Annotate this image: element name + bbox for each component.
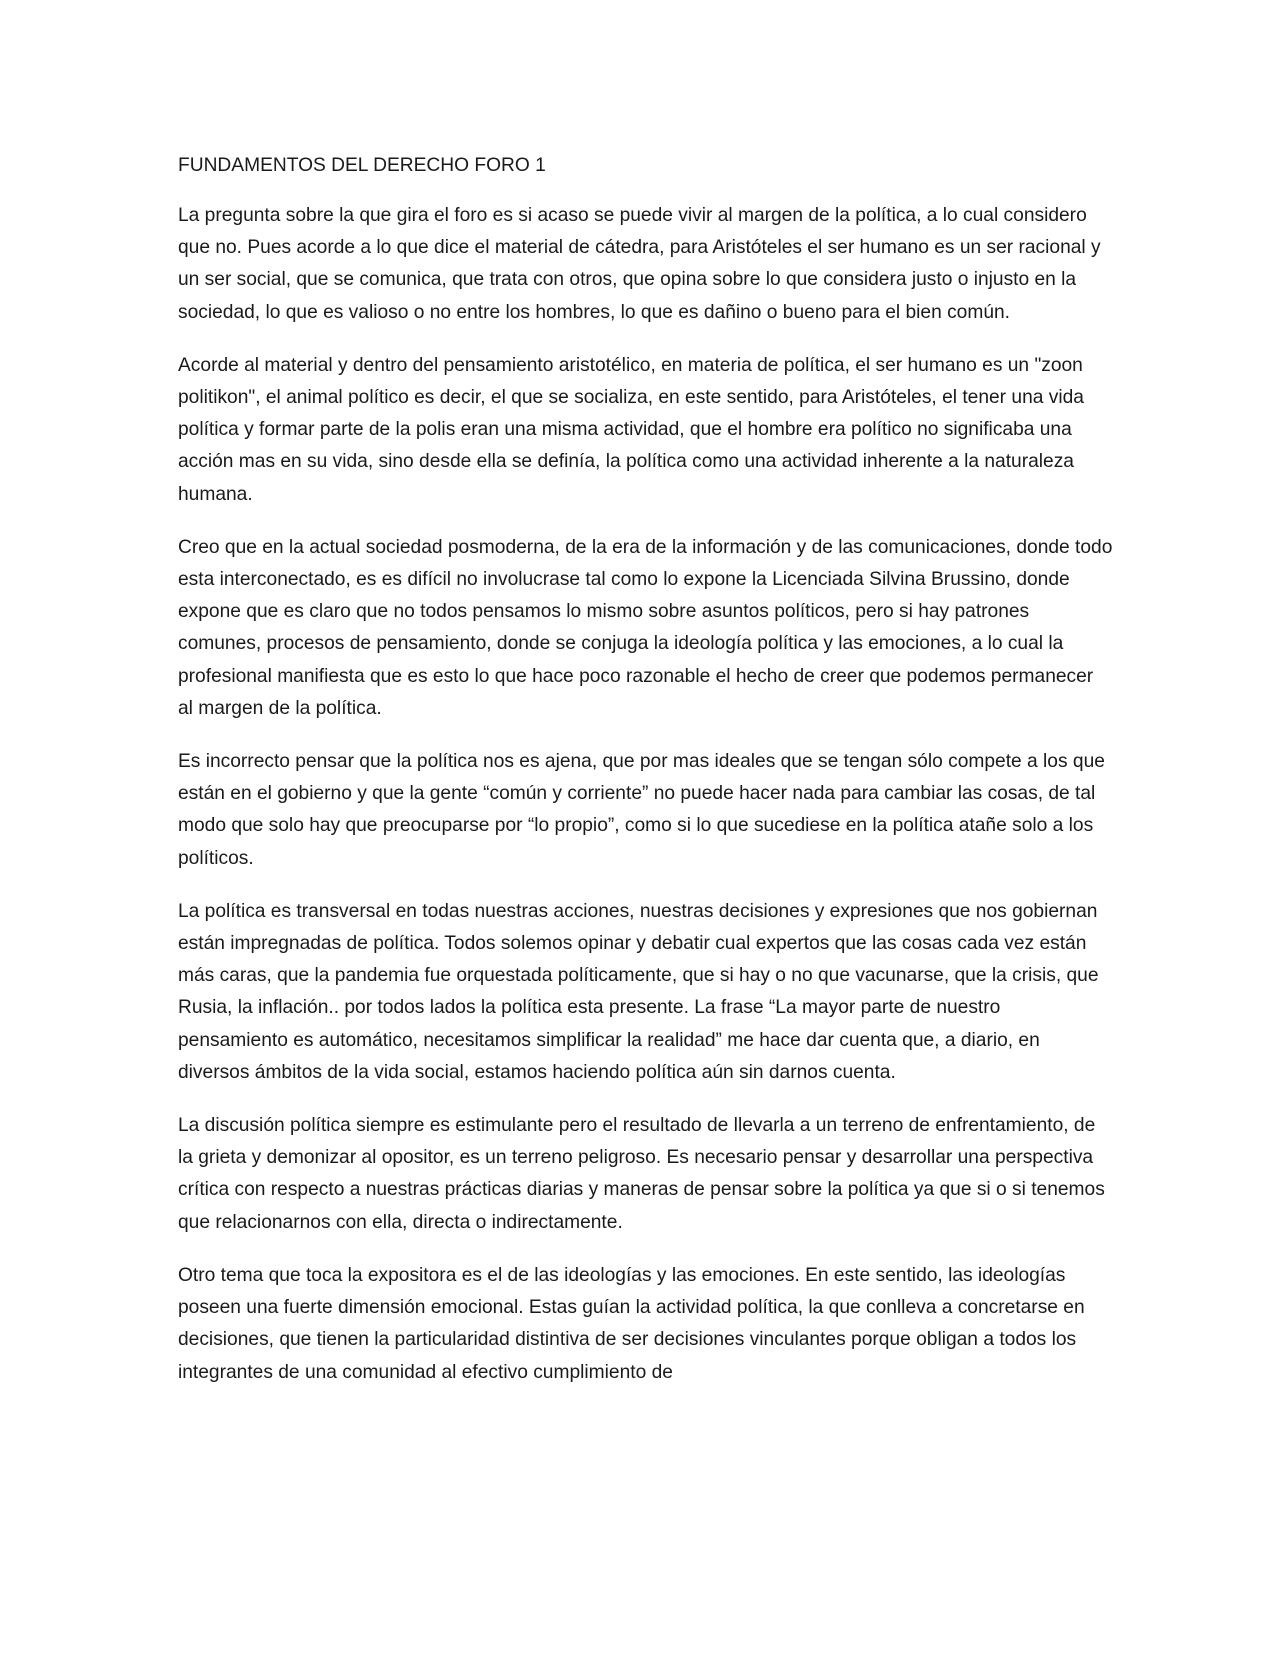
paragraph: La pregunta sobre la que gira el foro es si acaso se puede vivir al margen de la política, a lo cual considero que no. Pues acorde a lo que dice el material de cátedra, para Aristóteles el ser humano es un ser racional y un ser social, que se comunica, que trata con otros, que opina sobre lo que considera justo o injusto en la sociedad, lo que es valioso o no entre los hombres, lo que es dañino o bueno para el bien común. [178, 205, 1101, 323]
paragraph: La discusión política siempre es estimulante pero el resultado de llevarla a un terreno de enfrentamiento, de la grieta y demonizar al opositor, es un terreno peligroso. Es necesario pensar y desarrollar una perspectiva crítica con respecto a nuestras prácticas diarias y maneras de pensar sobre la política ya que si o si tenemos que relacionarnos con ella, directa o indirectamente. [178, 1115, 1105, 1233]
paragraph: La política es transversal en todas nuestras acciones, nuestras decisiones y expresiones que nos gobiernan están impregnadas de política. Todos solemos opinar y debatir cual expertos que las cosas cada vez están más caras, que la pandemia fue orquestada políticamente, que si hay o no que vacunarse, que la crisis, que Rusia, la inflación.. por todos lados la política esta presente. La frase “La mayor parte de nuestro pensamiento es automático, necesitamos simplificar la realidad” me hace dar cuenta que, a diario, en diversos ámbitos de la vida social, estamos haciendo política aún sin darnos cuenta. [178, 900, 1099, 1083]
paragraph: Otro tema que toca la expositora es el de las ideologías y las emociones. En este sentido, las ideologías poseen una fuerte dimensión emocional. Estas guían la actividad política, la que conlleva a concretarse en decisiones, que tienen la particularidad distintiva de ser decisiones vinculantes porque obligan a todos los integrantes de una comunidad al efectivo cumplimiento de [178, 1264, 1085, 1383]
document-body [178, 150, 1113, 1410]
document-title: FUNDAMENTOS DEL DERECHO FORO 1 [178, 155, 546, 176]
paragraph: Acorde al material y dentro del pensamiento aristotélico, en materia de política, el ser humano es un "zoon politikon", el animal político es decir, el que se socializa, en este sentido, para Aristóteles, el tener una vida política y formar parte de la polis eran una misma actividad, que el hombre era político no significaba una acción mas en su vida, sino desde ella se definía, la política como una actividad inherente a la naturaleza humana. [178, 354, 1084, 505]
paragraph: Creo que en la actual sociedad posmoderna, de la era de la información y de las comunicaciones, donde todo esta interconectado, es es difícil no involucrase tal como lo expone la Licenciada Silvina Brussino, donde expone que es claro que no todos pensamos lo mismo sobre asuntos políticos, pero si hay patrones comunes, procesos de pensamiento, donde se conjuga la ideología política y las emociones, a lo cual la profesional manifiesta que es esto lo que hace poco razonable el hecho de creer que podemos permanecer al margen de la política. [178, 536, 1113, 719]
paragraph: Es incorrecto pensar que la política nos es ajena, que por mas ideales que se tengan sólo compete a los que están en el gobierno y que la gente “común y corriente” no puede hacer nada para cambiar las cosas, de tal modo que solo hay que preocuparse por “lo propio”, como si lo que sucediese en la política atañe solo a los políticos. [178, 751, 1105, 869]
